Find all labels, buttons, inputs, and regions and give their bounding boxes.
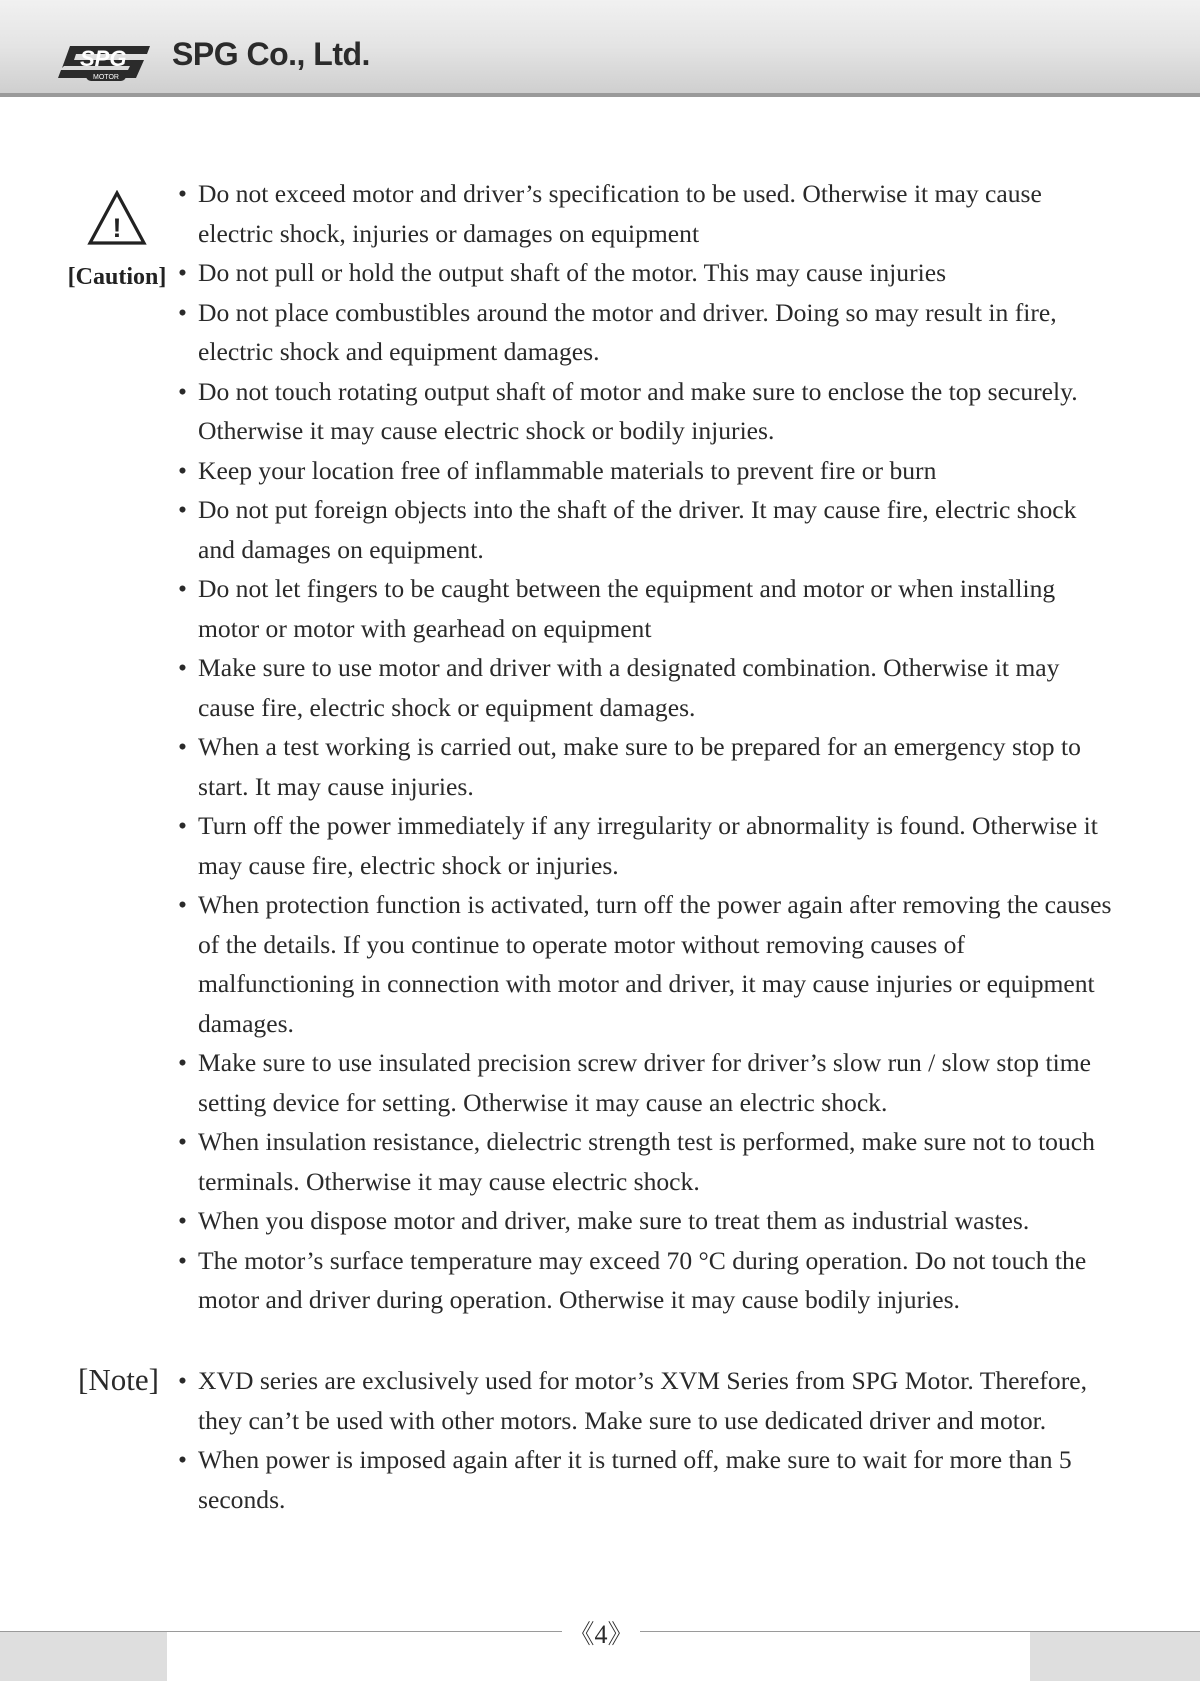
list-item: • When you dispose motor and driver, make sure to treat them as industrial wastes. xyxy=(178,1201,1118,1241)
list-item: • Do not let fingers to be caught between the equipment and motor or when installing motor or motor with gearhead on equipment xyxy=(178,569,1118,648)
list-item: • Do not pull or hold the output shaft of the motor. This may cause injuries xyxy=(178,253,1118,293)
note-list xyxy=(178,1361,1118,1519)
list-item: • Keep your location free of inflammable materials to prevent fire or burn xyxy=(178,451,1118,491)
list-item: • Make sure to use motor and driver with a designated combination. Otherwise it may cause fire, electric shock or equipment damages. xyxy=(178,648,1118,727)
list-item: • When protection function is activated, turn off the power again after removing the causes of the details. If you continue to operate motor without removing causes of malfunctioning in connection with motor and driver, it may cause injuries or equipment damages. xyxy=(178,885,1118,1043)
logo-text: SPG xyxy=(80,46,127,71)
list-item: • Turn off the power immediately if any irregularity or abnormality is found. Otherwise it may cause fire, electric shock or injuries. xyxy=(178,806,1118,885)
list-item: • Do not exceed motor and driver’s specification to be used. Otherwise it may cause electric shock, injuries or damages on equipment xyxy=(178,174,1118,253)
warning-triangle-icon xyxy=(87,190,147,246)
warning-mark: ! xyxy=(112,213,122,243)
list-item: • When a test working is carried out, make sure to be prepared for an emergency stop to start. It may cause injuries. xyxy=(178,727,1118,806)
spg-logo xyxy=(56,38,156,82)
note-label: [Note] xyxy=(78,1362,159,1397)
list-item: • Make sure to use insulated precision screw driver for driver’s slow run / slow stop time setting device for setting. Otherwise it may cause an electric shock. xyxy=(178,1043,1118,1122)
list-item: • Do not place combustibles around the motor and driver. Doing so may result in fire, electric shock and equipment damages. xyxy=(178,293,1118,372)
list-item: • The motor’s surface temperature may exceed 70 °C during operation. Do not touch the motor and driver during operation. Otherwise it may cause bodily injuries. xyxy=(178,1241,1118,1320)
list-item: • XVD series are exclusively used for motor’s XVM Series from SPG Motor. Therefore, they can’t be used with other motors. Make sure to use dedicated driver and motor. xyxy=(178,1361,1118,1440)
page-header xyxy=(0,0,1200,97)
company-name: SPG Co., Ltd. xyxy=(172,36,370,72)
caution-label: [Caution] xyxy=(67,264,167,290)
page-number: 《4》 xyxy=(568,1620,634,1649)
list-item: • When power is imposed again after it is turned off, make sure to wait for more than 5 seconds. xyxy=(178,1440,1118,1519)
list-item: • Do not touch rotating output shaft of motor and make sure to enclose the top securely. Otherwise it may cause electric shock or bodily injuries. xyxy=(178,372,1118,451)
list-item: • Do not put foreign objects into the shaft of the driver. It may cause fire, electric shock and damages on equipment. xyxy=(178,490,1118,569)
caution-list xyxy=(178,174,1118,1320)
footer-band-right xyxy=(1030,1632,1200,1681)
logo-subtext: MOTOR xyxy=(93,74,119,81)
footer-band-left xyxy=(0,1632,167,1681)
list-item: • When insulation resistance, dielectric strength test is performed, make sure not to touch terminals. Otherwise it may cause electric shock. xyxy=(178,1122,1118,1201)
caution-block xyxy=(58,190,176,291)
